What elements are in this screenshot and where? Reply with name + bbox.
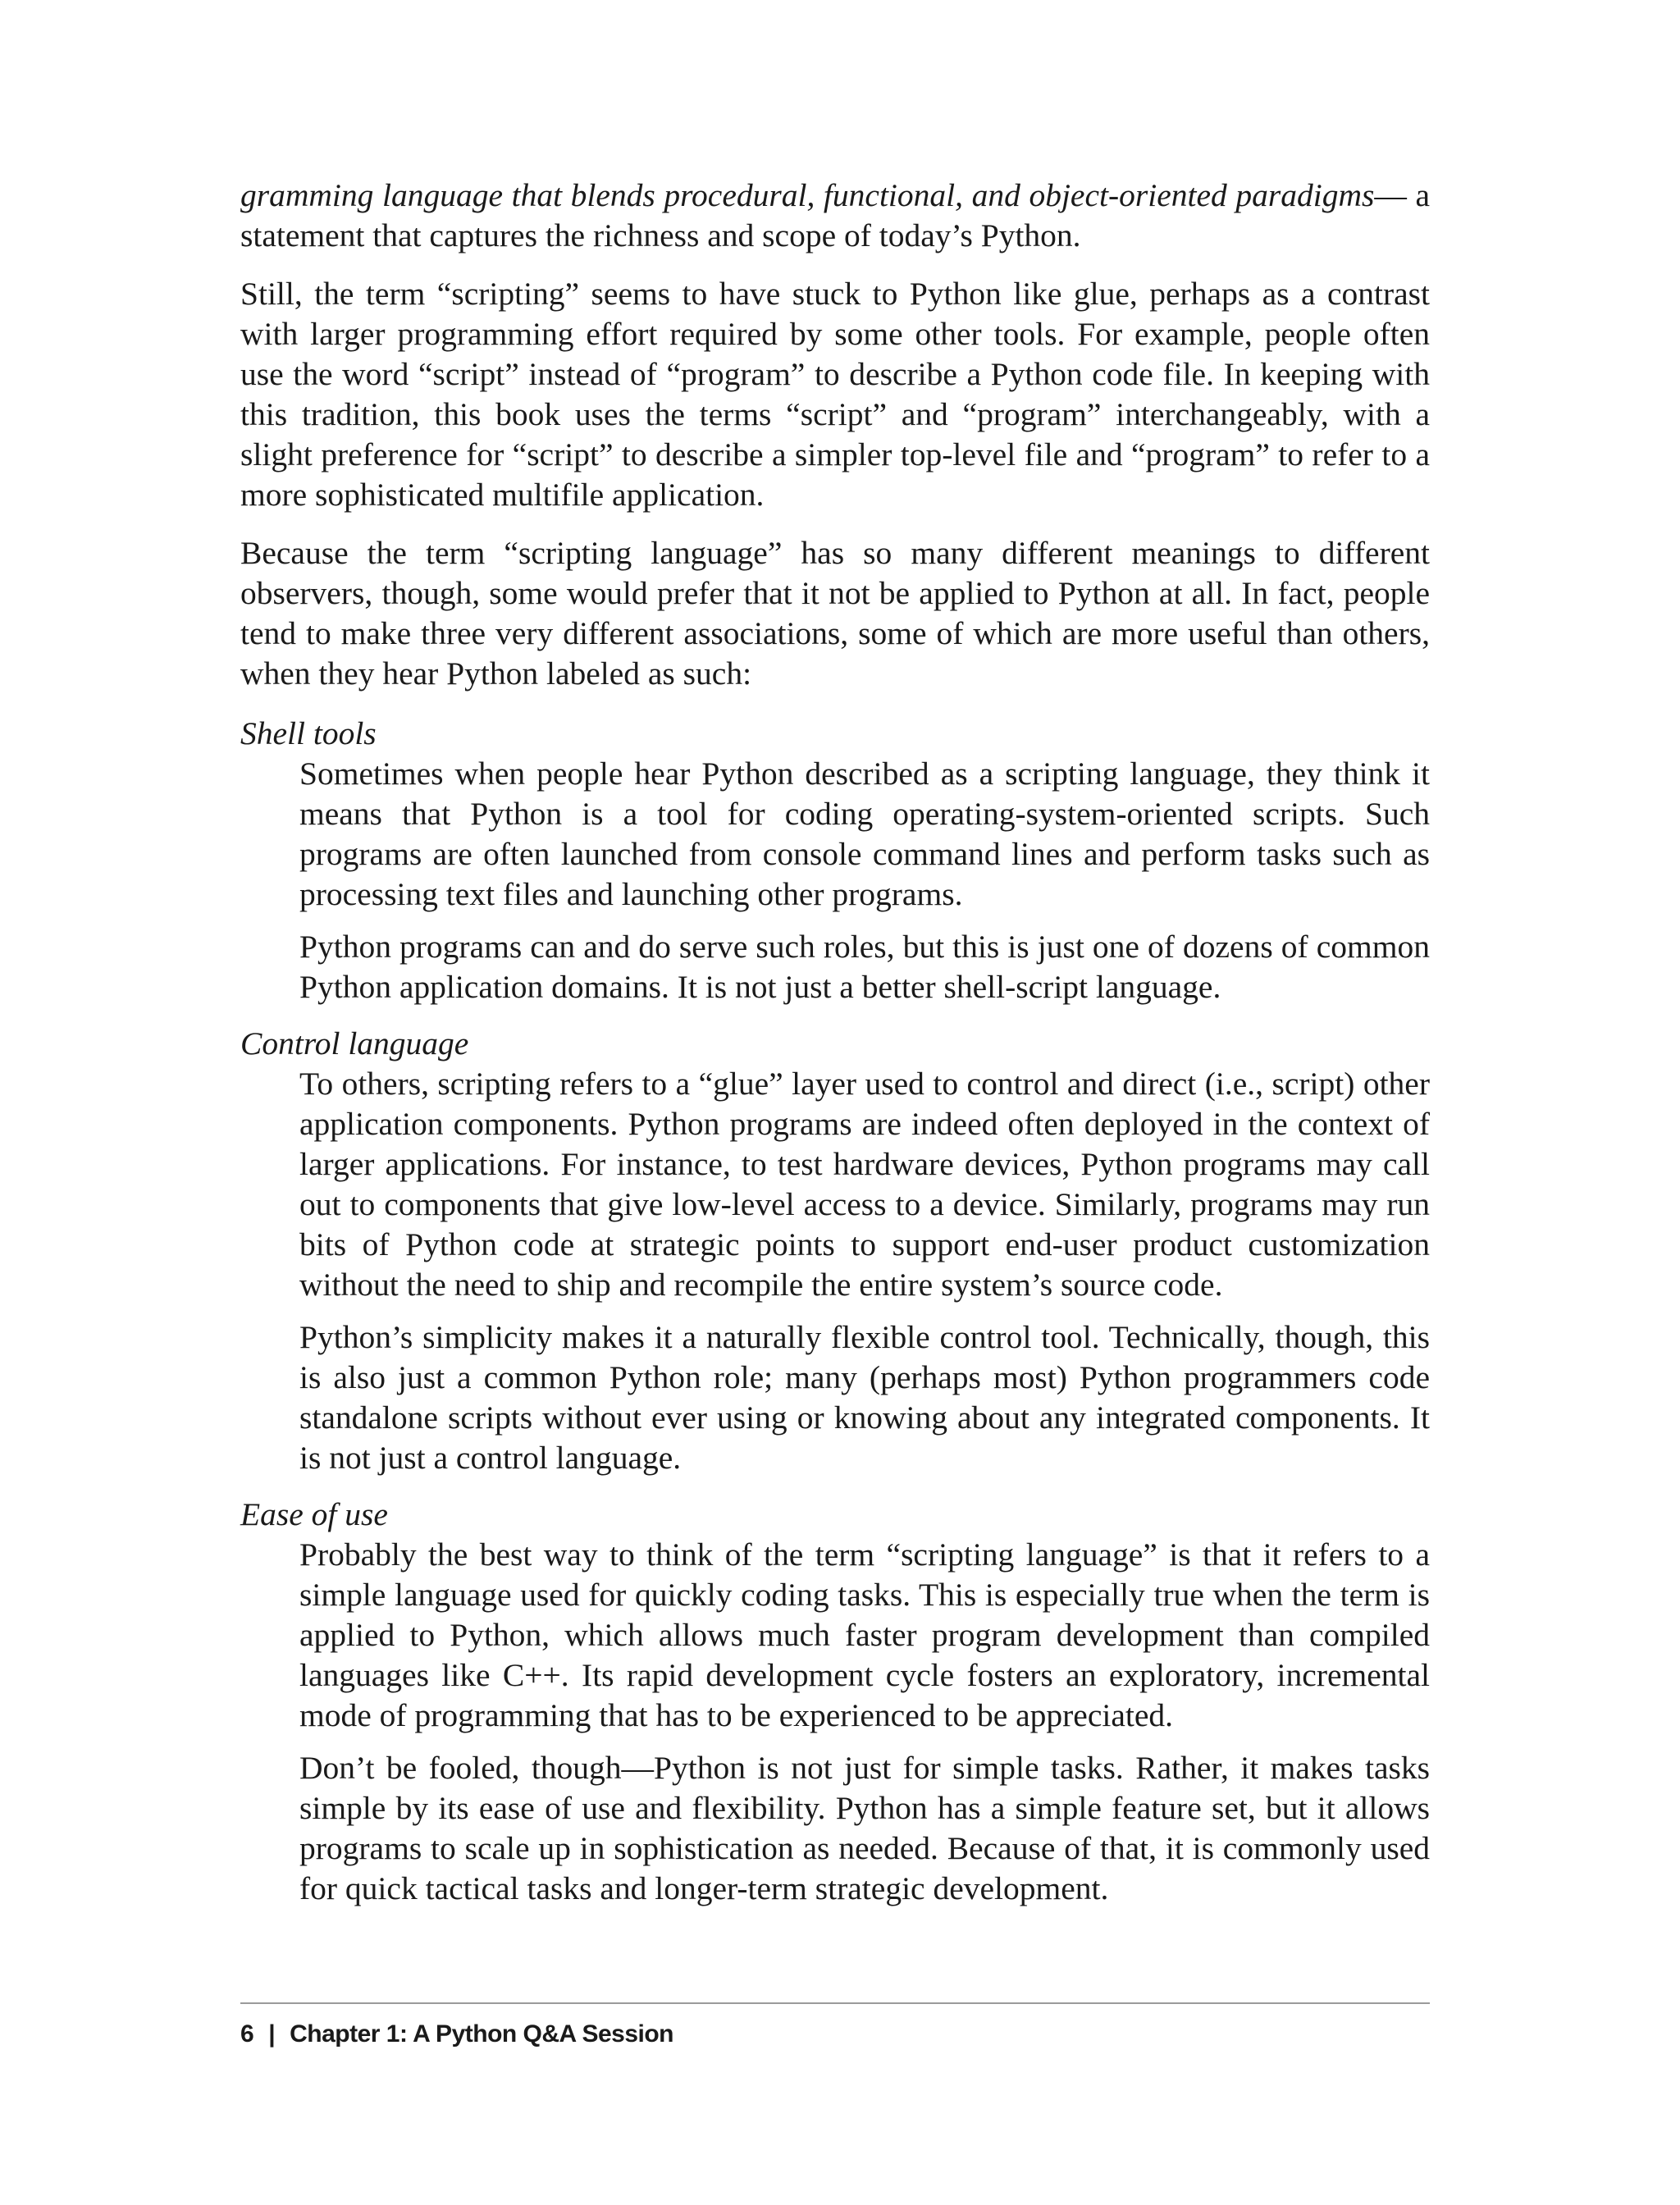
term-shell-tools: Shell tools [240, 715, 377, 751]
paragraph-scripting-meanings: Because the term “scripting language” has so many different meanings to different observers, though, some would prefer that it not be applied to Python at all. In fact, people tend to make three very different associations, some of which are more useful than others, when they hear Python labeled as such: [240, 535, 1430, 692]
page-body [240, 176, 1430, 1909]
definition-paragraph: To others, scripting refers to a “glue” layer used to control and direct (i.e., script) other application components. Python programs are indeed often deployed in the context of larger applications. For instance, to test hardware devices, Python programs may call out to components that give low-level access to a device. Similarly, programs may run bits of Python code at strategic points to support end-user product customization without the need to ship and recompile the entire system’s source code. [299, 1066, 1430, 1303]
intro-dash: — [1374, 177, 1407, 213]
definition-paragraph: Python’s simplicity makes it a naturally flexible control tool. Technically, though, this is also just a common Python role; many (perhaps most) Python programmers code standalone scripts without ever using or knowing about any integrated components. It is not just a control language. [299, 1319, 1430, 1476]
term-control-language: Control language [240, 1025, 469, 1061]
definition-control-language [299, 1064, 1430, 1478]
definition-paragraph: Sometimes when people hear Python described as a scripting language, they think it means that Python is a tool for coding operating-system-oriented scripts. Such programs are often launched from console command lines and perform tasks such as processing text files and launching other programs. [299, 756, 1430, 912]
definition-ease-of-use [299, 1535, 1430, 1909]
chapter-title: Chapter 1: A Python Q&A Session [290, 2020, 673, 2048]
intro-paragraph [240, 176, 1430, 256]
intro-rest-text: a statement that captures the richness and scope of today’s Python. [240, 177, 1430, 253]
page-number: 6 [240, 2020, 254, 2048]
page-footer [240, 2002, 1430, 2048]
intro-italic-text: gramming language that blends procedural, functional, and object-oriented paradigms [240, 177, 1375, 213]
definition-paragraph: Python programs can and do serve such roles, but this is just one of dozens of common Python application domains. It is not just a better shell-script language. [299, 929, 1430, 1005]
footer-separator: | [268, 2020, 276, 2048]
definition-shell-tools [299, 754, 1430, 1007]
definition-paragraph: Don’t be fooled, though—Python is not just for simple tasks. Rather, it makes tasks simple by its ease of use and flexibility. Python has a simple feature set, but it allows programs to scale up in sophistication as needed. Because of that, it is commonly used for quick tactical tasks and longer-term strategic development. [299, 1750, 1430, 1906]
definition-paragraph: Probably the best way to think of the term “scripting language” is that it refers to a simple language used for quickly coding tasks. This is especially true when the term is applied to Python, which allows much faster program development than compiled languages like C++. Its rapid development cycle fosters an exploratory, incremental mode of programming that has to be experienced to be appreciated. [299, 1536, 1430, 1733]
term-ease-of-use: Ease of use [240, 1496, 388, 1532]
paragraph-scripting-glue: Still, the term “scripting” seems to have stuck to Python like glue, perhaps as a contrast with larger programming effort required by some other tools. For example, people often use the word “script” instead of “program” to describe a Python code file. In keeping with this tradition, this book uses the terms “script” and “program” interchangeably, with a slight preference for “script” to describe a simpler top-level file and “program” to refer to a more sophisticated multifile application. [240, 276, 1430, 513]
